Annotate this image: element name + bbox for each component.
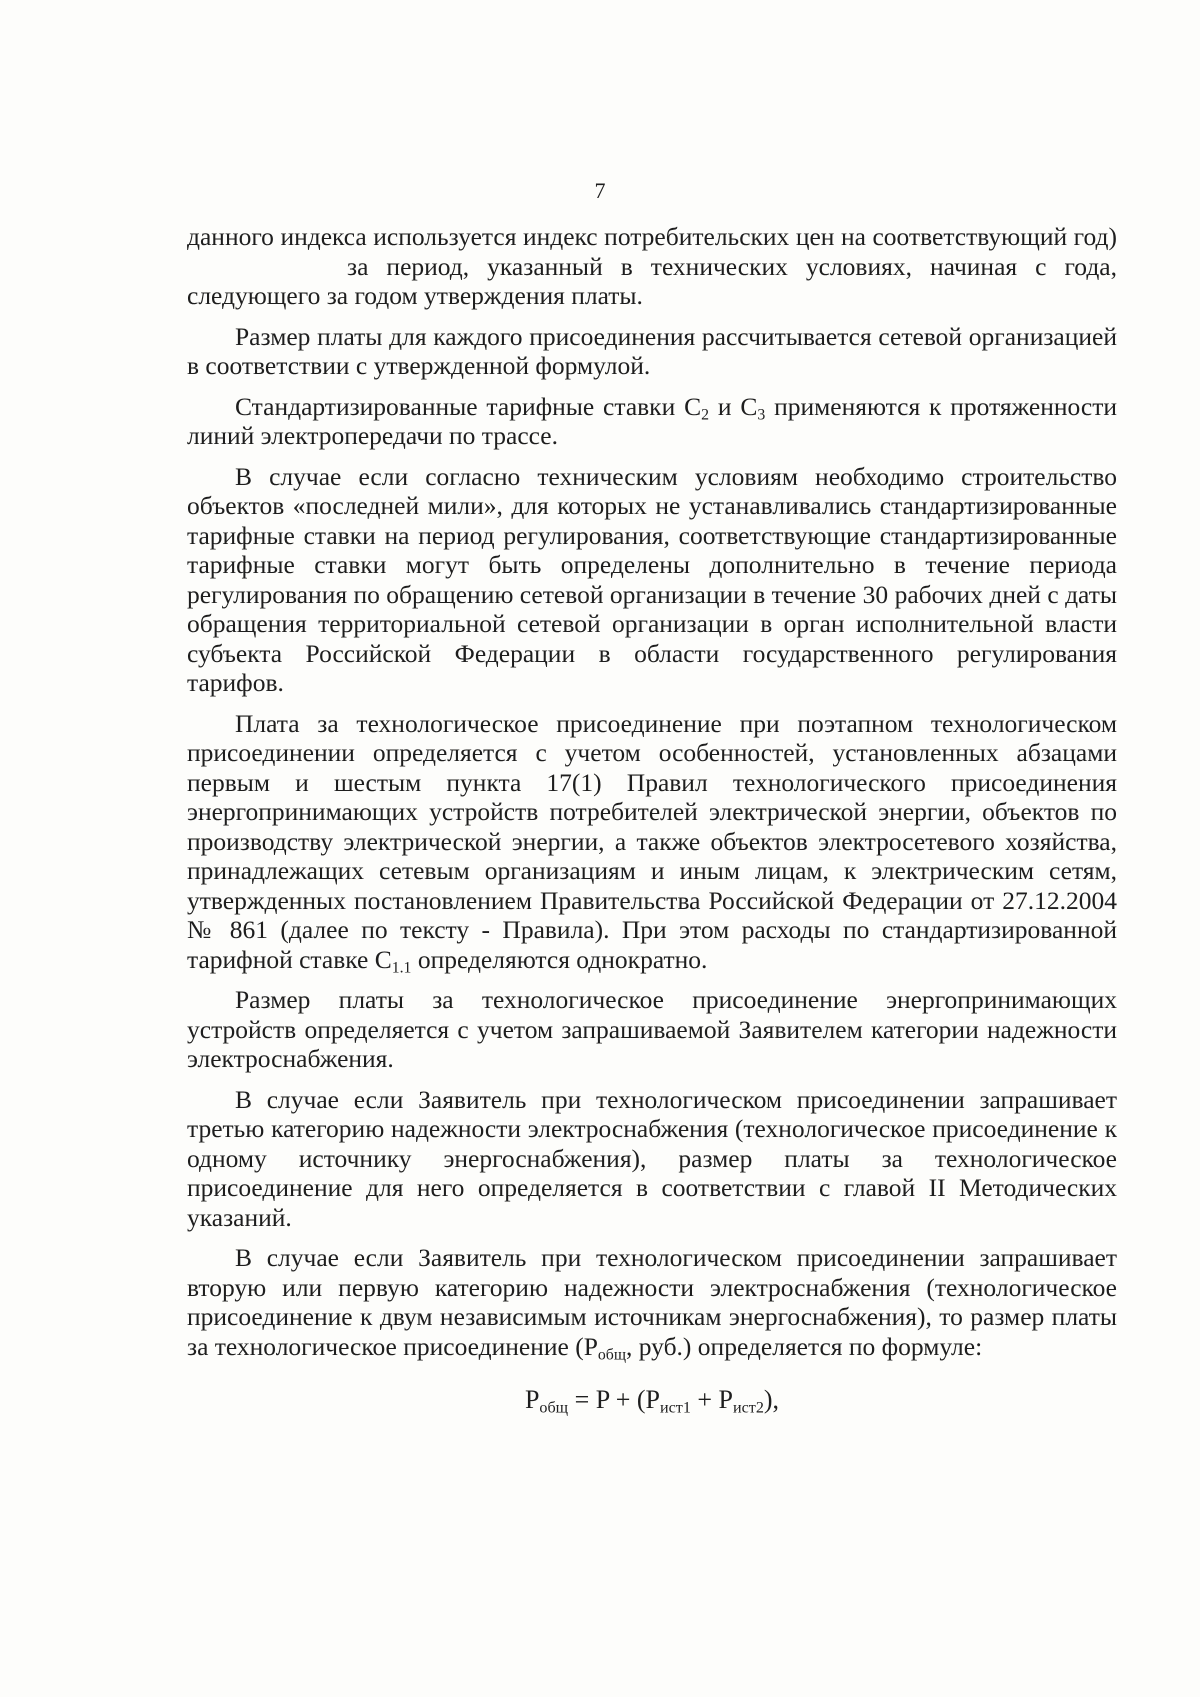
formula-subscript: ист2 xyxy=(733,1399,764,1417)
document-body xyxy=(187,222,1117,1415)
formula-subscript: ист1 xyxy=(660,1399,691,1417)
paragraph-2: Размер платы для каждого присоединения рассчитывается сетевой организацией в соответствии с утвержденной формулой. xyxy=(187,321,1117,380)
subscript: 3 xyxy=(757,405,766,423)
paragraph-1-part-a: данного индекса используется индекс потребительских цен на соответствующий год) xyxy=(187,222,1117,251)
paragraph-8-part-b: , руб.) определяется по формуле: xyxy=(626,1331,983,1361)
formula-part: = P + (P xyxy=(568,1385,661,1414)
formula-part: ), xyxy=(763,1385,780,1414)
paragraph-5-part-a: Плата за технологическое присоединение при поэтапном технологическом присоединении определяется с учетом особенностей, установленных абзацами первым и шестым пункта 17(1) Правил технологического присоединения энергопринимающих устройств потребителей электрической энергии, объектов по производству электрической энергии, а также объектов электросетевого хозяйства, принадлежащих сетевым организациям и иным лицам, к электрическим сетям, утвержденных постановлением Правительства Российской Федерации от 27.12.2004 № 861 (далее по тексту - Правила). При этом расходы по стандартизированной тарифной ставке C xyxy=(187,708,1117,974)
paragraph-3-part-a: Стандартизированные тарифные ставки C xyxy=(235,391,702,421)
subscript: 1.1 xyxy=(391,958,412,976)
paragraph-3 xyxy=(187,392,1117,451)
page-number: 7 xyxy=(594,178,606,203)
paragraph-5 xyxy=(187,709,1117,975)
paragraph-1 xyxy=(187,222,1117,311)
paragraph-5-part-b: определяются однократно. xyxy=(411,944,708,974)
paragraph-3-part-b: и C xyxy=(708,391,758,421)
paragraph-8 xyxy=(187,1243,1117,1361)
paragraph-3-part-c: применяются к протяженности линий электропередачи по трассе. xyxy=(187,391,1117,450)
paragraph-1-part-b: за период, указанный в технических условиях, начиная с года, следующего за годом утверждения платы. xyxy=(187,251,1117,310)
formula-part: P xyxy=(524,1385,540,1414)
paragraph-4: В случае если согласно техническим условиям необходимо строительство объектов «последней мили», для которых не устанавливались стандартизированные тарифные ставки на период регулирования, соответствующие стандартизированные тарифные ставки могут быть определены дополнительно в течение периода регулирования по обращению сетевой организации в течение 30 рабочих дней с даты обращения территориальной сетевой организации в орган исполнительной власти субъекта Российской Федерации в области государственного регулирования тарифов. xyxy=(187,461,1117,697)
formula xyxy=(187,1385,1117,1415)
formula-subscript: общ xyxy=(539,1399,569,1417)
subscript: 2 xyxy=(701,405,709,423)
paragraph-7: В случае если Заявитель при технологическом присоединении запрашивает третью категорию надежности электроснабжения (технологическое присоединение к одному источнику энергоснабжения), размер платы за технологическое присоединение для него определяется в соответствии с главой II Методических указаний. xyxy=(187,1084,1117,1232)
paragraph-6: Размер платы за технологическое присоединение энергопринимающих устройств определяется с учетом запрашиваемой Заявителем категории надежности электроснабжения. xyxy=(187,985,1117,1073)
subscript: общ xyxy=(597,1345,626,1363)
formula-part: + P xyxy=(690,1385,734,1414)
paragraph-8-part-a: В случае если Заявитель при технологическом присоединении запрашивает вторую или первую категорию надежности электроснабжения (технологическое присоединение к двум независимым источникам энергоснабжения), то размер платы за технологическое присоединение (P xyxy=(187,1243,1117,1361)
